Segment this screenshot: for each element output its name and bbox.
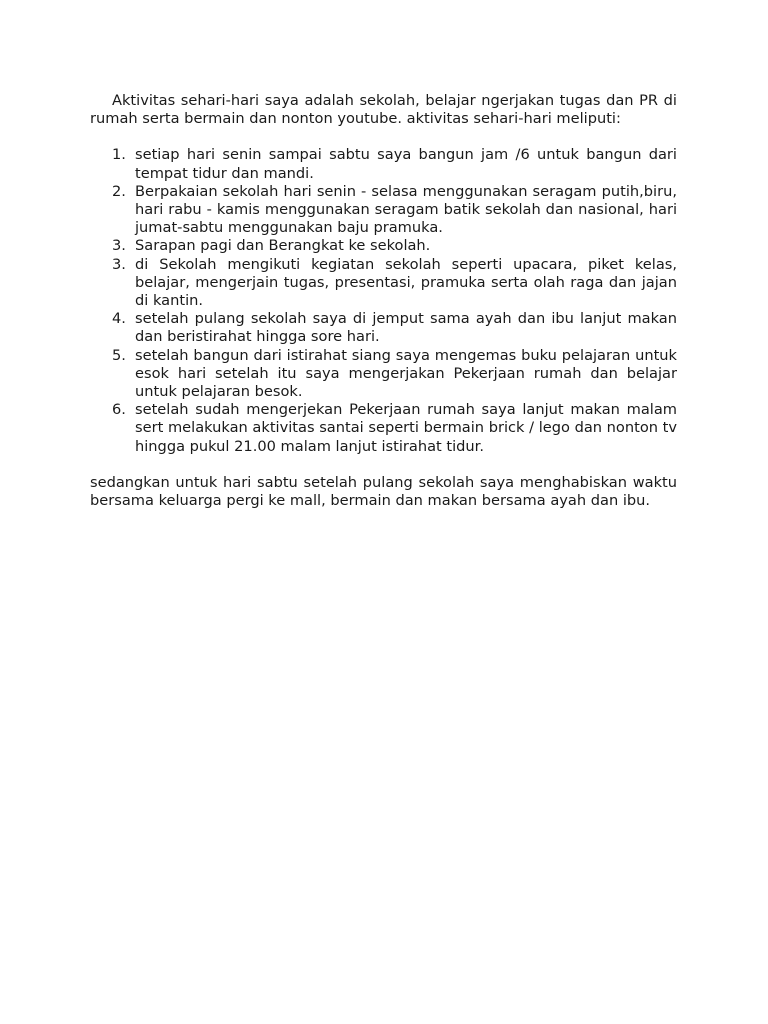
list-item-number: 2.	[112, 182, 126, 200]
list-item-number: 1.	[112, 146, 126, 164]
intro-paragraph: Aktivitas sehari-hari saya adalah sekolah, belajar ngerjakan tugas dan PR di rumah serta bermain dan nonton youtube. aktivitas sehari-hari meliputi:	[90, 92, 677, 128]
list-item-text: Berpakaian sekolah hari senin - selasa menggunakan seragam putih,biru, hari rabu - kamis menggunakan seragam batik sekolah dan nasional, hari jumat-sabtu menggunakan baju pramuka.	[135, 182, 677, 237]
closing-paragraph: sedangkan untuk hari sabtu setelah pulang sekolah saya menghabiskan waktu bersama keluarga pergi ke mall, bermain dan makan bersama ayah dan ibu.	[90, 473, 677, 510]
list-item-text: Sarapan pagi dan Berangkat ke sekolah.	[135, 237, 431, 255]
list-item	[90, 146, 677, 182]
list-item-number: 5.	[112, 346, 126, 364]
list-item-number: 6.	[112, 401, 126, 419]
list-item	[90, 183, 677, 238]
list-item-text: setelah bangun dari istirahat siang saya mengemas buku pelajaran untuk esok hari setelah itu saya mengerjakan Pekerjaan rumah dan belajar untuk pelajaran besok.	[135, 346, 677, 401]
list-item-number: 3.	[112, 255, 126, 273]
list-item	[90, 401, 677, 456]
list-item	[90, 347, 677, 402]
list-item-text: setelah sudah mengerjekan Pekerjaan rumah saya lanjut makan malam sert melakukan aktivitas santai seperti bermain brick / lego dan nonton tv hingga pukul 21.00 malam lanjut istirahat tidur.	[135, 401, 677, 455]
list-item-number: 4.	[112, 310, 126, 328]
list-item-text: setiap hari senin sampai sabtu saya bangun jam /6 untuk bangun dari tempat tidur dan mandi.	[135, 146, 677, 182]
list-item	[90, 237, 677, 255]
document-body	[90, 92, 677, 510]
list-item-number: 3.	[112, 237, 126, 255]
list-item-text: setelah pulang sekolah saya di jemput sama ayah dan ibu lanjut makan dan beristirahat hingga sore hari.	[135, 310, 677, 346]
list-item	[90, 256, 677, 311]
list-item	[90, 310, 677, 346]
list-item-text: di Sekolah mengikuti kegiatan sekolah seperti upacara, piket kelas, belajar, mengerjain tugas, presentasi, pramuka serta olah raga dan jajan di kantin.	[135, 255, 677, 310]
activity-list	[90, 146, 677, 455]
